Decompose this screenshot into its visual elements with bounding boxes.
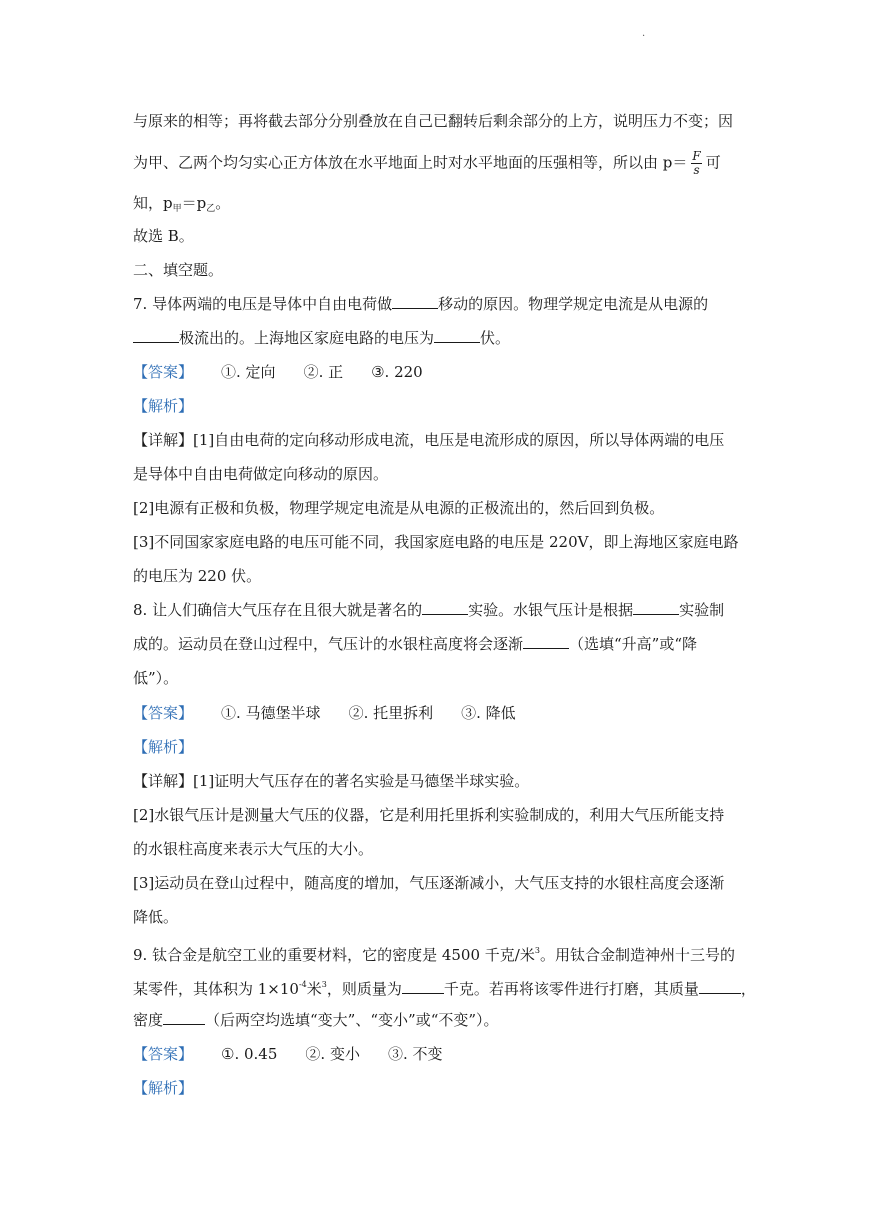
fill-blank <box>523 634 569 649</box>
q7-stem-line-1 <box>133 294 708 314</box>
answer-option: ②. 托里拆利 <box>348 704 434 722</box>
prev-solution-line-2 <box>133 150 721 177</box>
q7-detail-line-3 <box>133 498 664 518</box>
text: 实验。水银气压计是根据 <box>468 601 634 619</box>
q8-detail-line-5 <box>133 907 178 927</box>
q8-detail-line-2 <box>133 805 724 825</box>
text: 实验制 <box>679 601 725 619</box>
text: 某零件，其体积为 1×10 <box>133 980 299 998</box>
text: 。 <box>215 194 231 212</box>
fill-blank <box>699 979 741 994</box>
text: 是导体中自由电荷做定向移动的原因。 <box>133 465 389 483</box>
q9-answer <box>133 1044 443 1064</box>
q9-stem-line-1 <box>133 941 735 965</box>
text: [3]不同国家家庭电路的电压可能不同，我国家庭电路的电压是 220V，即上海地区家庭电路 <box>133 533 739 551</box>
fill-blank <box>392 294 438 309</box>
text: 为甲、乙两个均匀实心正方体放在水平地面上时对水平地面的压强相等，所以由 p＝ <box>133 153 688 172</box>
fraction-numerator: F <box>692 149 701 163</box>
answer-option: ③. 不变 <box>387 1045 443 1063</box>
header-dot: . <box>642 28 646 39</box>
analysis-label: 【解析】 <box>133 738 194 756</box>
answer-option: ②. 正 <box>303 363 344 381</box>
q8-analysis <box>133 737 193 757</box>
text: 9. 钛合金是航空工业的重要材料，它的密度是 4500 千克/米 <box>133 946 535 964</box>
answer-option: ①. 马德堡半球 <box>221 704 321 722</box>
text: 的水银柱高度来表示大气压的大小。 <box>133 840 374 858</box>
text: [2]水银气压计是测量大气压的仪器，它是利用托里拆利实验制成的，利用大气压所能支持 <box>133 806 725 824</box>
text: （选填“升高”或“降 <box>569 635 698 653</box>
superscript: 3 <box>321 980 327 989</box>
text: 可 <box>705 153 721 172</box>
text: （后两空均选填“变大”、“变小”或“不变”）。 <box>205 1011 499 1029</box>
superscript: -4 <box>298 980 307 989</box>
answer-label: 【答案】 <box>133 1045 194 1063</box>
fill-blank <box>434 328 480 343</box>
answer-label: 【答案】 <box>133 363 194 381</box>
text: 低”）。 <box>133 669 179 687</box>
q7-answer <box>133 362 423 382</box>
text: 米 <box>306 980 322 998</box>
answer-option: ③. 降低 <box>461 704 516 722</box>
fill-blank <box>163 1010 205 1025</box>
text: [1]证明大气压存在的著名实验是马德堡半球实验。 <box>193 772 530 790</box>
text: [1]自由电荷的定向移动形成电流，电压是电流形成的原因，所以导体两端的电压 <box>193 431 725 449</box>
q9-analysis <box>133 1078 193 1098</box>
answer-option: ①. 0.45 <box>221 1045 278 1063</box>
text: 与原来的相等；再将截去部分分别叠放在自己已翻转后剩余部分的上方，说明压力不变；因 <box>133 112 734 130</box>
text: 。用钛合金制造神州十三号的 <box>539 946 735 964</box>
q7-stem-line-2 <box>133 328 510 348</box>
text: ＝p <box>181 194 207 212</box>
detail-label: 【详解】 <box>133 431 194 449</box>
q8-stem-line-1 <box>133 600 724 620</box>
text: 移动的原因。物理学规定电流是从电源的 <box>438 295 709 313</box>
detail-label: 【详解】 <box>133 772 194 790</box>
text: 伏。 <box>480 329 511 347</box>
text: 知，p <box>133 194 173 212</box>
text: 密度 <box>133 1011 164 1029</box>
q9-stem-line-3 <box>133 1010 499 1030</box>
superscript: 3 <box>534 946 540 955</box>
text: 极流出的。上海地区家庭电路的电压为 <box>179 329 435 347</box>
fill-blank <box>633 600 679 615</box>
answer-option: ②. 变小 <box>305 1045 360 1063</box>
q8-detail-line-3 <box>133 839 373 859</box>
q8-detail-line-4 <box>133 873 724 893</box>
text: [3]运动员在登山过程中，随高度的增加，气压逐渐减小，大气压支持的水银柱高度会逐渐 <box>133 874 725 892</box>
q7-detail-line-4 <box>133 532 738 552</box>
fill-blank <box>422 600 468 615</box>
analysis-label: 【解析】 <box>133 397 194 415</box>
text: 的电压为 220 伏。 <box>133 567 262 585</box>
text: 降低。 <box>133 908 179 926</box>
q8-stem-line-2 <box>133 634 697 654</box>
text: 成的。运动员在登山过程中，气压计的水银柱高度将会逐渐 <box>133 635 524 653</box>
subscript: 乙 <box>206 204 216 214</box>
fill-blank <box>402 979 444 994</box>
text: [2]电源有正极和负极，物理学规定电流是从电源的正极流出的，然后回到负极。 <box>133 499 665 517</box>
fill-blank <box>133 328 179 343</box>
text: 故选 B。 <box>133 227 194 245</box>
q8-answer <box>133 703 516 723</box>
answer-label: 【答案】 <box>133 704 194 722</box>
text: ，则质量为 <box>326 980 402 998</box>
q7-analysis <box>133 396 193 416</box>
text: 7. 导体两端的电压是导体中自由电荷做 <box>133 295 393 313</box>
text: 千克。若再将该零件进行打磨，其质量 <box>443 980 699 998</box>
text: 二、填空题。 <box>133 261 224 279</box>
q9-stem-line-2 <box>133 975 756 999</box>
q8-stem-line-3 <box>133 668 178 688</box>
subscript: 甲 <box>172 204 182 214</box>
prev-solution-line-3 <box>133 193 230 219</box>
analysis-label: 【解析】 <box>133 1079 194 1097</box>
pressure-formula-fraction <box>691 150 701 177</box>
text: ， <box>740 980 756 998</box>
q7-detail-line-2 <box>133 464 388 484</box>
q7-detail-line-5 <box>133 566 261 586</box>
q7-detail-line-1 <box>133 430 724 450</box>
prev-choice-line <box>133 226 194 246</box>
text: 8. 让人们确信大气压存在且很大就是著名的 <box>133 601 423 619</box>
section-title <box>133 260 223 280</box>
prev-solution-line-1 <box>133 111 733 131</box>
fraction-denominator: s <box>693 163 700 177</box>
answer-option: ③. 220 <box>371 363 423 381</box>
q8-detail-line-1 <box>133 771 529 791</box>
answer-option: ①. 定向 <box>221 363 276 381</box>
